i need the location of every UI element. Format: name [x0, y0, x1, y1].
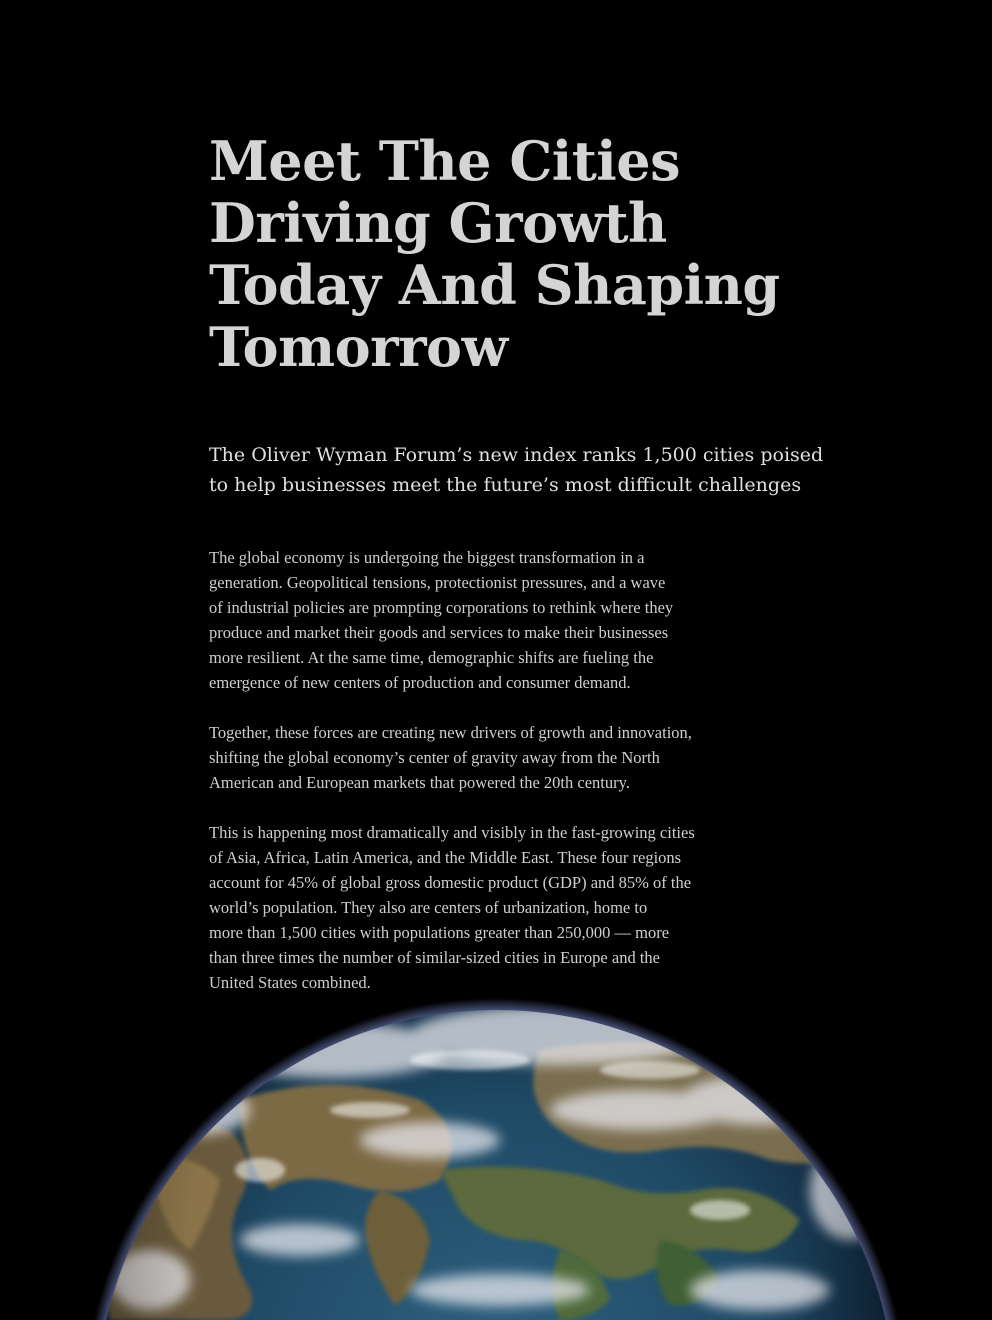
title-line: Today And Shaping [209, 253, 780, 317]
paragraph-3 [209, 820, 789, 995]
text-line: generation. Geopolitical tensions, protectionist pressures, and a wave [209, 573, 666, 592]
text-line: United States combined. [209, 973, 371, 992]
text-line: American and European markets that powered the 20th century. [209, 773, 630, 792]
subtitle-line: to help businesses meet the future’s most difficult challenges [209, 474, 802, 496]
text-line: account for 45% of global gross domestic product (GDP) and 85% of the [209, 873, 692, 892]
subtitle-line: The Oliver Wyman Forum’s new index ranks 1,500 cities poised [209, 444, 824, 466]
paragraph-2 [209, 720, 789, 795]
text-line: This is happening most dramatically and visibly in the fast-growing cities [209, 823, 695, 842]
article-content [209, 130, 829, 1020]
title-line: Tomorrow [209, 315, 508, 379]
earth-globe-icon [0, 990, 992, 1320]
title-line: Driving Growth [209, 191, 667, 255]
text-line: of industrial policies are prompting corporations to rethink where they [209, 598, 674, 617]
text-line: more resilient. At the same time, demographic shifts are fueling the [209, 648, 654, 667]
text-line: world’s population. They also are centers of urbanization, home to [209, 898, 648, 917]
text-line: than three times the number of similar-sized cities in Europe and the [209, 948, 660, 967]
text-line: shifting the global economy’s center of gravity away from the North [209, 748, 660, 767]
text-line: Together, these forces are creating new drivers of growth and innovation, [209, 723, 692, 742]
body-text [209, 545, 789, 995]
title-line: Meet The Cities [209, 129, 681, 193]
paragraph-1 [209, 545, 789, 695]
text-line: more than 1,500 cities with populations greater than 250,000 — more [209, 923, 670, 942]
page-title [209, 130, 829, 378]
text-line: emergence of new centers of production and consumer demand. [209, 673, 631, 692]
earth-globe-image [0, 990, 992, 1320]
subtitle [209, 440, 829, 500]
text-line: of Asia, Africa, Latin America, and the Middle East. These four regions [209, 848, 682, 867]
text-line: produce and market their goods and services to make their businesses [209, 623, 669, 642]
text-line: The global economy is undergoing the biggest transformation in a [209, 548, 645, 567]
